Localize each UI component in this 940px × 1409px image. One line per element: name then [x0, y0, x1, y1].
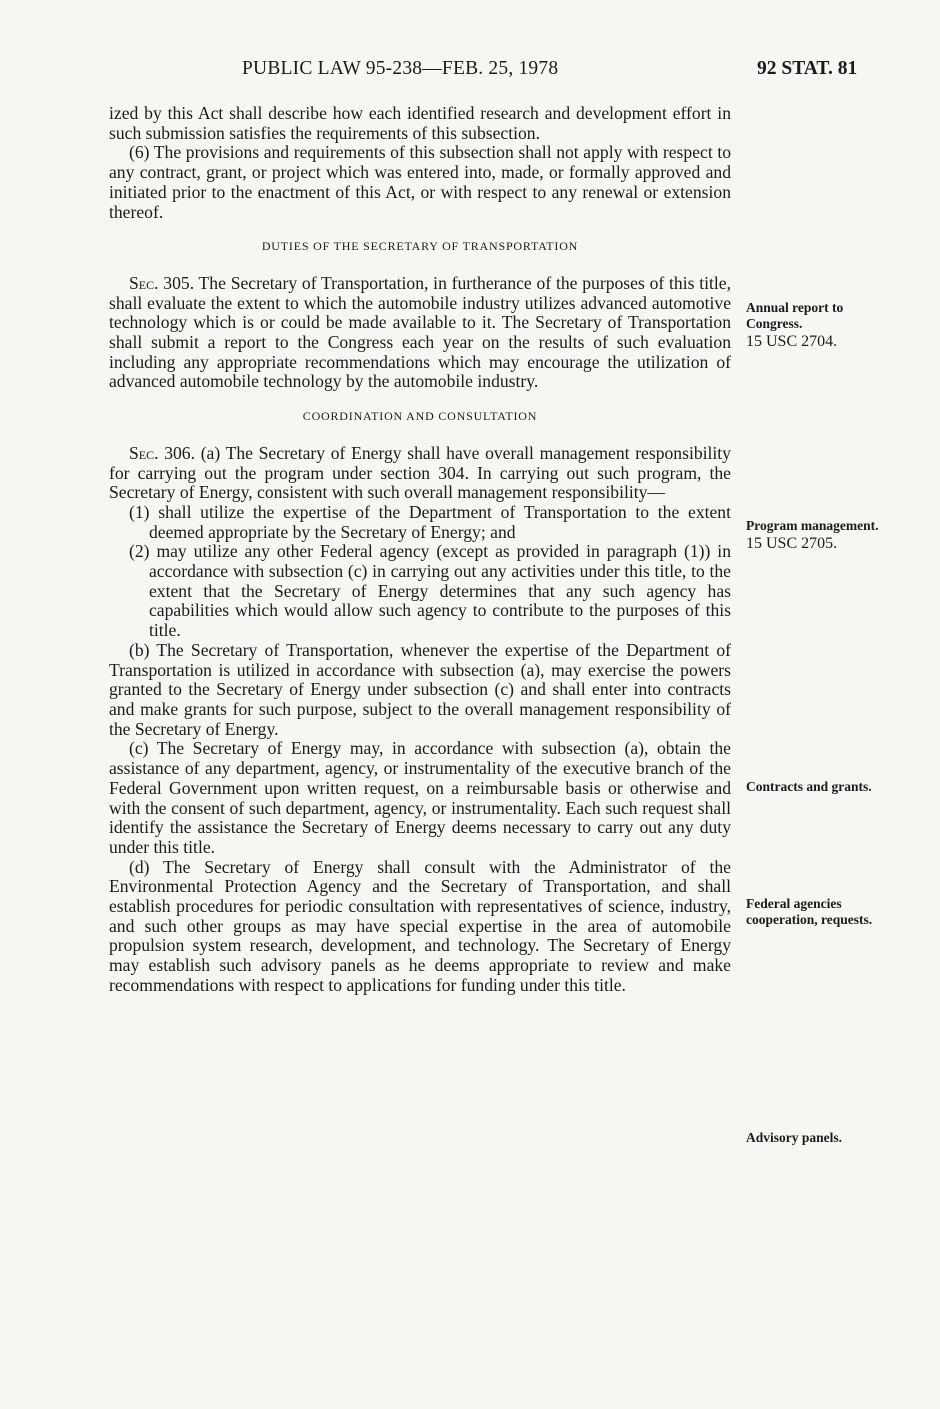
margin-note-title: Annual report to Congress.	[746, 300, 844, 331]
paragraph-6: (6) The provisions and requirements of this subsection shall not apply with respect to any contract, grant, or project which was entered into, made, or formally approved and initiated prior to the enactment of this Act, or with respect to any renewal or extension thereof.	[109, 142, 731, 222]
section-heading-duties: DUTIES OF THE SECRETARY OF TRANSPORTATION	[261, 239, 579, 254]
body-text	[109, 104, 731, 996]
paragraph-continuation: ized by this Act shall describe how each identified research and development effort in such submission satisfies the requirements of this subsection.	[109, 103, 731, 143]
margin-note-federal-agencies	[746, 896, 881, 928]
margin-note-advisory	[746, 1130, 881, 1146]
subsection-c: (c) The Secretary of Energy may, in accordance with subsection (a), obtain the assistance of any department, agency, or instrumentality of the executive branch of the Federal Government upon written request, on a reimbursable basis or otherwise and with the consent of such department, agency, or instrumentality. Each such request shall identify the assistance the Secretary of Energy deems necessary to carry out any duty under this title.	[109, 738, 731, 857]
section-heading-coordination: COORDINATION AND CONSULTATION	[302, 409, 538, 424]
section-306-a-text: (a) The Secretary of Energy shall have overall management responsibility for carrying out the program under section 304. In carrying out such program, the Secretary of Energy, consistent with such overall management responsibility—	[109, 442, 731, 503]
subsection-b: (b) The Secretary of Transportation, whenever the expertise of the Department of Transportation is utilized in accordance with subsection (a), may exercise the powers granted to the Secretary of Energy under subsection (c) and shall enter into contracts and make grants for such purpose, subject to the overall management responsibility of the Secretary of Energy.	[109, 639, 731, 739]
subsection-d: (d) The Secretary of Energy shall consult with the Administrator of the Environmental Protection Agency and the Secretary of Transportation, and shall establish procedures for periodic consultation with representatives of science, industry, and such other groups as may have special expertise in the area of automobile propulsion system research, development, and technology. The Secretary of Energy may establish such advisory panels as he deems appropriate to review and make recommendations with respect to applications for funding under this title.	[109, 856, 731, 995]
margin-note-title: Advisory panels.	[746, 1130, 843, 1145]
margin-note-program-management	[746, 518, 881, 552]
section-306-a	[109, 444, 731, 503]
margin-note-title: Federal agencies cooperation, requests.	[746, 896, 873, 927]
margin-note-citation: 15 USC 2705.	[746, 535, 838, 552]
margin-note-citation: 15 USC 2704.	[746, 333, 838, 350]
margin-note-contracts	[746, 779, 881, 795]
paragraph-item-2: (2) may utilize any other Federal agency (except as provided in paragraph (1)) in accordance with subsection (c) in carrying out any activities under this title, to the extent that the Secretary of Energy determines that any such agency has capabilities which would allow such agency to contribute to the purposes of this title.	[129, 541, 731, 641]
section-305-text: The Secretary of Transportation, in furtherance of the purposes of this title, shall evaluate the extent to which the automobile industry utilizes advanced automotive technology which is or could be made available to it. The Secretary of Transportation shall submit a report to the Congress each year on the results of such evaluation including any appropriate recommendations which may encourage the utilization of advanced automobile technology by the automobile industry.	[109, 272, 731, 392]
margin-note-title: Contracts and grants.	[746, 779, 872, 794]
margin-note-title: Program management.	[746, 518, 879, 533]
section-305	[109, 274, 731, 392]
page-stat-number: 92 STAT. 81	[757, 58, 858, 79]
running-header: PUBLIC LAW 95-238—FEB. 25, 1978	[242, 58, 559, 79]
section-label: Sec. 305.	[129, 272, 195, 293]
margin-note-annual-report	[746, 300, 881, 350]
paragraph-item-1: (1) shall utilize the expertise of the Department of Transportation to the extent deemed appropriate by the Secretary of Energy; and	[129, 501, 731, 542]
section-label: Sec. 306.	[129, 442, 195, 463]
